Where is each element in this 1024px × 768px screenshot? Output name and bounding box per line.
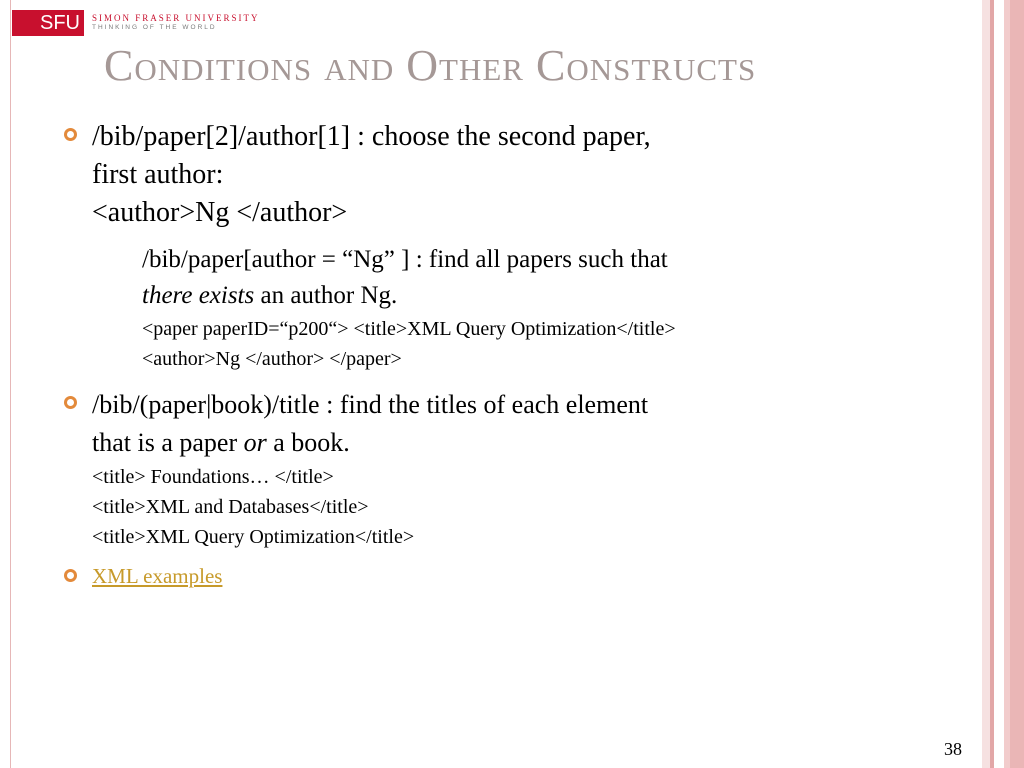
sub-italic: there exists — [142, 282, 255, 309]
logo-tagline: THINKING OF THE WORLD — [92, 24, 217, 31]
sub-line — [142, 278, 924, 314]
sub-text: an author Ng. — [254, 282, 398, 309]
right-decorative-stripes — [982, 0, 1024, 768]
bullet-item — [64, 386, 924, 552]
bullet-circle-icon — [64, 569, 77, 582]
bullet-circle-icon — [64, 128, 77, 141]
bullet-line: <author>Ng </author> — [92, 197, 348, 228]
slide-content — [64, 118, 924, 590]
bullet-circle-icon — [64, 396, 77, 409]
bullet-line: that is a paper or a book. — [92, 428, 350, 457]
code-line: <title>XML Query Optimization</title> — [92, 526, 415, 548]
code-line: <title>XML and Databases</title> — [92, 496, 369, 518]
xml-examples-link[interactable]: XML examples — [92, 564, 223, 588]
left-border — [0, 0, 11, 768]
bullet-line: /bib/(paper|book)/title : find the titles of each element — [92, 390, 649, 419]
sub-line: /bib/paper[author = “Ng” ] : find all papers such that — [142, 246, 668, 273]
bullet-line: /bib/paper[2]/author[1] : choose the second paper, — [92, 121, 651, 152]
bullet-item — [64, 118, 924, 374]
bullet-line: first author: — [92, 159, 224, 190]
slide-title: Conditions and Other Constructs — [104, 41, 757, 90]
logo-mark: SFU — [12, 10, 84, 36]
sfu-logo — [12, 10, 260, 36]
logo-university-name: SIMON FRASER UNIVERSITY — [92, 13, 260, 23]
sub-item — [92, 242, 924, 374]
bullet-item — [64, 562, 924, 590]
code-line: <paper paperID=“p200“> <title>XML Query Optimization</title> — [142, 318, 676, 340]
code-line: <author>Ng </author> </paper> — [142, 348, 402, 370]
page-number: 38 — [944, 739, 962, 759]
code-line: <title> Foundations… </title> — [92, 466, 334, 488]
